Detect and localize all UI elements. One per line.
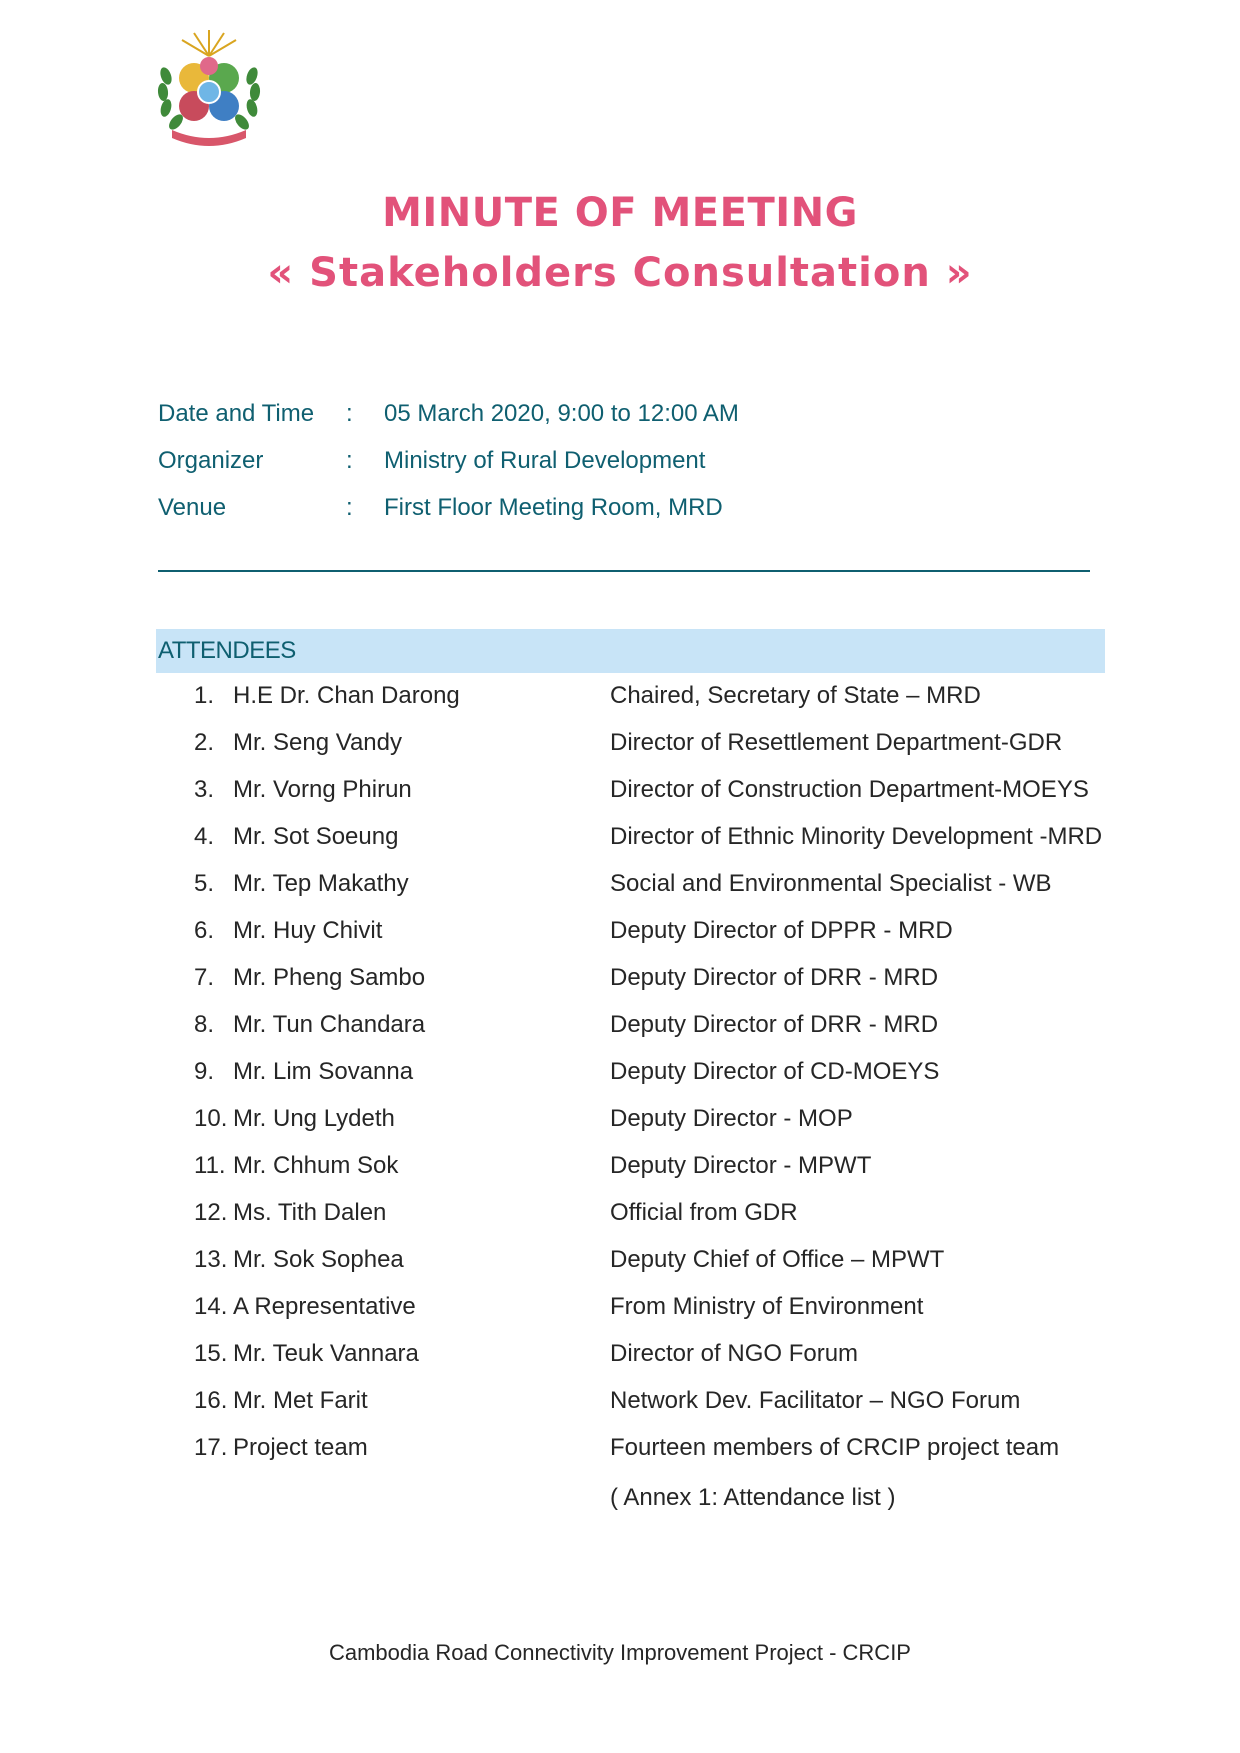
attendee-number: 7. bbox=[194, 964, 215, 991]
attendee-name: Mr. Teuk Vannara bbox=[233, 1340, 419, 1367]
attendee-name: Mr. Pheng Sambo bbox=[233, 964, 426, 991]
attendee-name: Project team bbox=[233, 1434, 368, 1461]
attendee-row bbox=[0, 729, 1240, 776]
attendee-row bbox=[0, 1340, 1240, 1387]
attendee-name: Mr. Tep Makathy bbox=[233, 870, 409, 897]
document-title: MINUTE OF MEETING bbox=[382, 190, 858, 236]
attendee-role: Deputy Director of CD-MOEYS bbox=[610, 1058, 940, 1085]
attendee-row bbox=[0, 682, 1240, 729]
meeting-info-colon: : bbox=[346, 400, 353, 427]
attendee-name: Mr. Vorng Phirun bbox=[233, 776, 412, 803]
meeting-info-value: First Floor Meeting Room, MRD bbox=[384, 494, 723, 521]
attendee-number: 10. bbox=[194, 1105, 228, 1132]
attendee-row bbox=[0, 917, 1240, 964]
attendee-row bbox=[0, 776, 1240, 823]
attendee-row bbox=[0, 1011, 1240, 1058]
attendee-number: 5. bbox=[194, 870, 215, 897]
attendee-row bbox=[0, 1293, 1240, 1340]
attendee-role: Deputy Director - MOP bbox=[610, 1105, 853, 1132]
meeting-info-colon: : bbox=[346, 494, 353, 521]
attendee-role: Deputy Director of DPPR - MRD bbox=[610, 917, 953, 944]
attendee-number: 9. bbox=[194, 1058, 215, 1085]
document-subtitle: « Stakeholders Consultation » bbox=[267, 250, 973, 296]
attendee-row bbox=[0, 870, 1240, 917]
attendee-number: 16. bbox=[194, 1387, 228, 1414]
attendee-number: 11. bbox=[194, 1152, 226, 1179]
attendee-role: Director of Construction Department-MOEYS bbox=[610, 776, 1089, 803]
attendee-role: Director of Resettlement Department-GDR bbox=[610, 729, 1063, 756]
attendee-row bbox=[0, 823, 1240, 870]
attendee-name: H.E Dr. Chan Darong bbox=[233, 682, 460, 709]
attendees-heading: ATTENDEES bbox=[156, 629, 1105, 673]
attendee-name: Mr. Lim Sovanna bbox=[233, 1058, 414, 1085]
attendee-role: Director of Ethnic Minority Development -MRD bbox=[610, 823, 1103, 850]
attendee-number: 14. bbox=[194, 1293, 228, 1320]
attendance-annex-note: ( Annex 1: Attendance list ) bbox=[610, 1484, 896, 1511]
attendee-name: Mr. Ung Lydeth bbox=[233, 1105, 395, 1132]
attendee-role: Director of NGO Forum bbox=[610, 1340, 859, 1367]
attendee-row bbox=[0, 964, 1240, 1011]
attendee-role: Deputy Chief of Office – MPWT bbox=[610, 1246, 945, 1273]
attendee-row bbox=[0, 1246, 1240, 1293]
attendee-number: 6. bbox=[194, 917, 215, 944]
attendee-row bbox=[0, 1387, 1240, 1434]
attendee-role: Deputy Director of DRR - MRD bbox=[610, 1011, 939, 1038]
attendee-row bbox=[0, 1058, 1240, 1105]
attendees-list bbox=[0, 682, 1240, 1481]
attendee-number: 15. bbox=[194, 1340, 228, 1367]
attendee-row bbox=[0, 1434, 1240, 1481]
attendee-name: A Representative bbox=[233, 1293, 416, 1320]
page-footer: Cambodia Road Connectivity Improvement Project - CRCIP bbox=[328, 1640, 911, 1665]
attendee-role: Chaired, Secretary of State – MRD bbox=[610, 682, 981, 709]
attendee-row bbox=[0, 1152, 1240, 1199]
attendee-row bbox=[0, 1105, 1240, 1152]
attendee-name: Mr. Huy Chivit bbox=[233, 917, 383, 944]
meeting-info-label: Organizer bbox=[158, 447, 264, 474]
attendee-name: Mr. Chhum Sok bbox=[233, 1152, 399, 1179]
attendee-role: From Ministry of Environment bbox=[610, 1293, 924, 1320]
attendee-role: Deputy Director of DRR - MRD bbox=[610, 964, 939, 991]
attendee-name: Ms. Tith Dalen bbox=[233, 1199, 387, 1226]
attendee-number: 8. bbox=[194, 1011, 215, 1038]
meeting-info-colon: : bbox=[346, 447, 353, 474]
attendee-row bbox=[0, 1199, 1240, 1246]
attendee-role: Deputy Director - MPWT bbox=[610, 1152, 872, 1179]
section-divider bbox=[158, 570, 1090, 572]
attendee-name: Mr. Sok Sophea bbox=[233, 1246, 404, 1273]
attendee-number: 1. bbox=[194, 682, 215, 709]
attendee-name: Mr. Sot Soeung bbox=[233, 823, 399, 850]
attendee-role: Network Dev. Facilitator – NGO Forum bbox=[610, 1387, 1021, 1414]
attendee-number: 12. bbox=[194, 1199, 228, 1226]
ministry-emblem-logo bbox=[152, 26, 266, 146]
attendee-number: 13. bbox=[194, 1246, 228, 1273]
meeting-info-value: Ministry of Rural Development bbox=[384, 447, 706, 474]
attendee-number: 17. bbox=[194, 1434, 228, 1461]
attendee-name: Mr. Tun Chandara bbox=[233, 1011, 426, 1038]
meeting-info-label: Venue bbox=[158, 494, 227, 521]
attendee-number: 3. bbox=[194, 776, 215, 803]
attendee-number: 2. bbox=[194, 729, 215, 756]
attendee-role: Fourteen members of CRCIP project team bbox=[610, 1434, 1060, 1461]
attendee-role: Official from GDR bbox=[610, 1199, 798, 1226]
meeting-info-value: 05 March 2020, 9:00 to 12:00 AM bbox=[384, 400, 739, 427]
attendee-name: Mr. Met Farit bbox=[233, 1387, 368, 1414]
meeting-info-label: Date and Time bbox=[158, 400, 315, 427]
attendee-name: Mr. Seng Vandy bbox=[233, 729, 402, 756]
attendee-role: Social and Environmental Specialist - WB bbox=[610, 870, 1052, 897]
attendee-number: 4. bbox=[194, 823, 215, 850]
